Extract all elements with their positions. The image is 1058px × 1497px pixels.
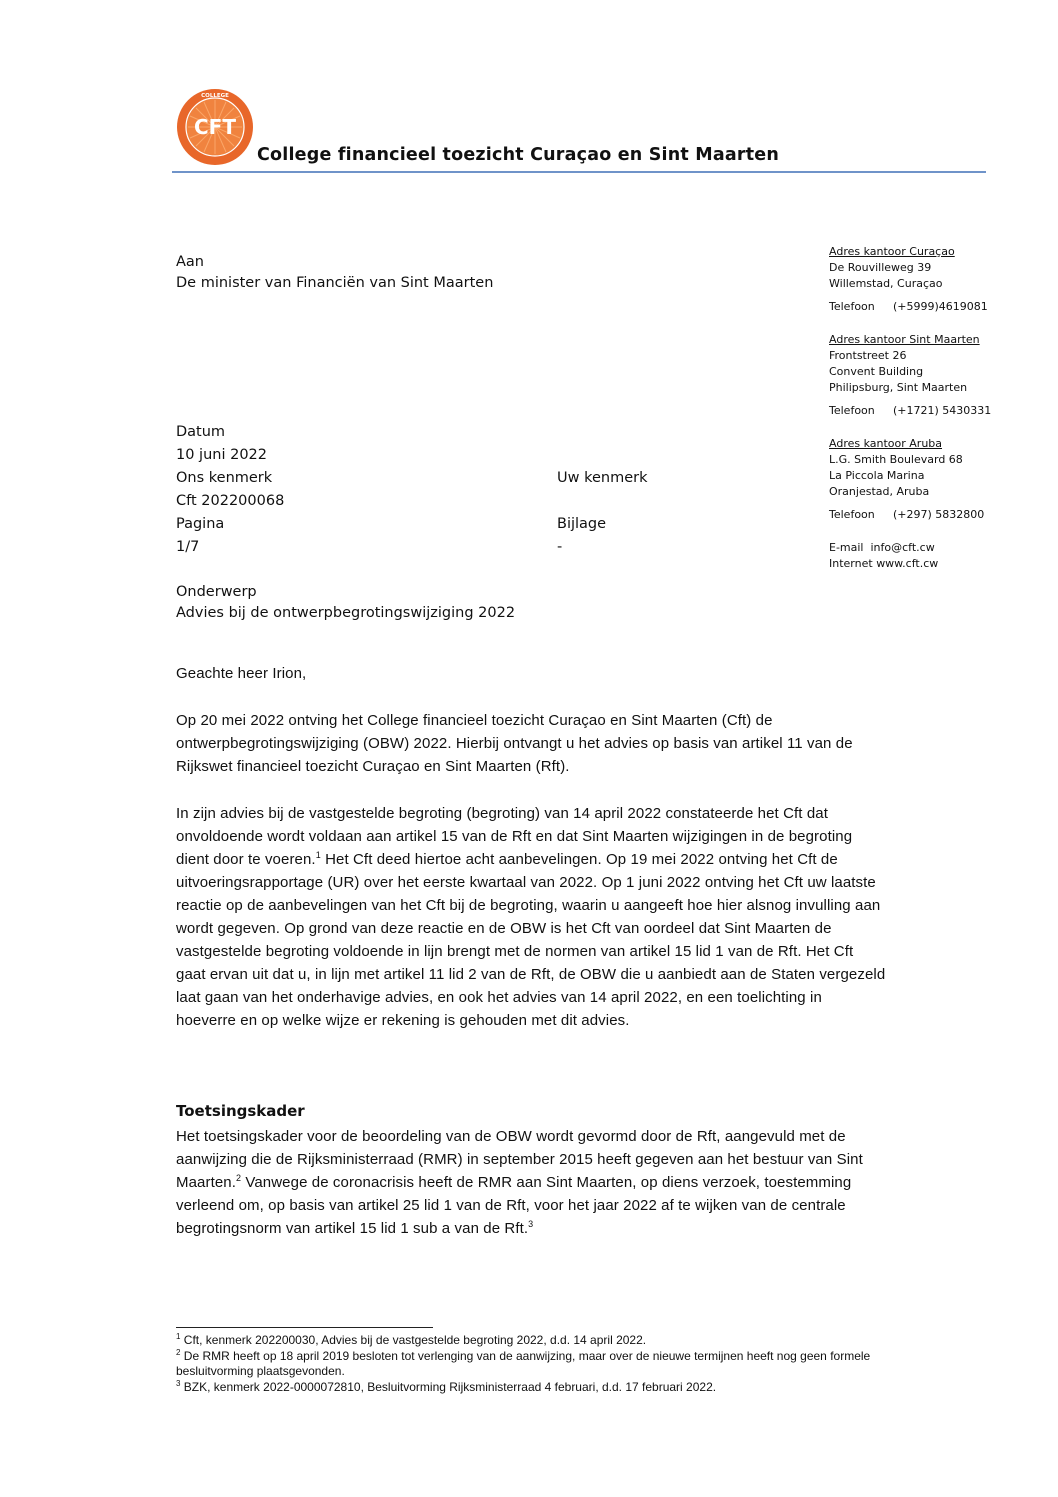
- email-row: [829, 540, 991, 556]
- paragraph-framework: [176, 1125, 886, 1240]
- office-phone: [829, 299, 991, 315]
- footnote-ref[interactable]: 1: [315, 850, 321, 860]
- footnote-number: 2: [176, 1347, 181, 1357]
- office-heading: Adres kantoor Aruba: [829, 437, 943, 450]
- section-heading-toetsingskader: Toetsingskader: [176, 1102, 305, 1120]
- office-phone: [829, 403, 991, 419]
- office-address-line: Philipsburg, Sint Maarten: [829, 381, 968, 394]
- office-address-line: Oranjestad, Aruba: [829, 485, 930, 498]
- phone-number: (+1721) 5430331: [893, 404, 992, 417]
- subject-label: Onderwerp: [176, 584, 257, 600]
- footnote-ref[interactable]: 2: [236, 1173, 242, 1183]
- footnote: [176, 1349, 876, 1380]
- website-link[interactable]: www.cft.cw: [876, 557, 939, 570]
- office-sint-maarten: [829, 332, 991, 419]
- office-address-line: Willemstad, Curaçao: [829, 277, 943, 290]
- letter-meta-left: [176, 421, 284, 559]
- office-phone: [829, 507, 991, 523]
- paragraph-text: Het Cft deed hiertoe acht aanbevelingen. Op 19 mei 2022 ontving het Cft de uitvoeringsrapportage (UR) over het eerste kwartaal van 2022. Op 1 juni 2022 ontving het Cft uw laatste reactie op de aanbevelingen van het Cft bij de begroting, waarin u aangeeft hoe hier alsnog invulling aan wordt gegeven. Op grond van deze reactie en de OBW is het Cft van oordeel dat Sint Maarten de vastgestelde begroting voldoende in lijn brengt met de normen van artikel 15 lid 1 van de Rft. Het Cft gaat ervan uit dat u, in lijn met artikel 11 lid 2 van de Rft, de OBW die u aanbiedt aan de Staten vergezeld laat gaan van het onderhavige advies, en ook het advies van 14 april 2022, en een toelichting in hoeverre en op welke wijze er rekening is gehouden met dit advies.: [176, 851, 886, 1029]
- attachment-value: -: [557, 539, 563, 555]
- phone-label: Telefoon: [829, 508, 875, 521]
- footnote-ref[interactable]: 3: [528, 1219, 534, 1229]
- recipient-block: [176, 252, 493, 294]
- footnote: [176, 1333, 876, 1349]
- recipient-name: De minister van Financiën van Sint Maarten: [176, 275, 494, 291]
- office-curacao: [829, 244, 991, 315]
- email-link[interactable]: info@cft.cw: [870, 541, 935, 554]
- cft-logo: [176, 88, 254, 166]
- header-divider: [172, 171, 986, 173]
- subject-value: Advies bij de ontwerpbegrotingswijziging 2022: [176, 605, 516, 621]
- phone-number: (+297) 5832800: [893, 508, 985, 521]
- your-reference-value: [557, 490, 647, 513]
- logo-monogram: CFT: [194, 115, 236, 139]
- footnote-divider: [176, 1327, 433, 1328]
- logo-ring-text-top: COLLEGE: [201, 93, 229, 99]
- footnote-number: 3: [176, 1378, 181, 1388]
- our-reference-value: Cft 202200068: [176, 493, 285, 509]
- website-row: [829, 556, 991, 572]
- paragraph-text: Vanwege de coronacrisis heeft de RMR aan Sint Maarten, op diens verzoek, toestemming verleend om, op basis van artikel 25 lid 1 van de Rft, voor het jaar 2022 af te wijken van de centrale begrotingsnorm van artikel 15 lid 1 sub a van de Rft.: [176, 1174, 852, 1237]
- page-value: 1/7: [176, 539, 200, 555]
- cft-seal-logo-icon: [176, 88, 254, 166]
- footnote-text: BZK, kenmerk 2022-0000072810, Besluitvorming Rijksministerraad 4 februari, d.d. 17 februari 2022.: [180, 1379, 717, 1394]
- phone-number: (+5999)4619081: [893, 300, 988, 313]
- letter-meta-right: [557, 467, 647, 559]
- paragraph-text: Het toetsingskader voor de beoordeling van de OBW wordt gevormd door de Rft, aangevuld met de aanwijzing die de Rijksministerraad (RMR) in september 2015 heeft gegeven aan het bestuur van Sint Maarten.: [176, 1128, 863, 1191]
- phone-label: Telefoon: [829, 404, 875, 417]
- office-heading: Adres kantoor Sint Maarten: [829, 333, 980, 346]
- office-heading: Adres kantoor Curaçao: [829, 245, 955, 258]
- date-label: Datum: [176, 424, 226, 440]
- office-address-line: Frontstreet 26: [829, 349, 907, 362]
- your-reference-label: Uw kenmerk: [557, 470, 648, 486]
- office-address-line: L.G. Smith Boulevard 68: [829, 453, 963, 466]
- footnote-text: Cft, kenmerk 202200030, Advies bij de vastgestelde begroting 2022, d.d. 14 april 2022.: [180, 1333, 647, 1347]
- attachment-label: Bijlage: [557, 516, 607, 532]
- email-label: E-mail: [829, 541, 864, 554]
- office-aruba: [829, 436, 991, 523]
- phone-label: Telefoon: [829, 300, 875, 313]
- footnote-text: De RMR heeft op 18 april 2019 besloten tot verlenging van de aanwijzing, maar over de nieuwe termijnen heeft nog geen formele besluitvorming plaatsgevonden.: [176, 1348, 871, 1378]
- office-address-line: Convent Building: [829, 365, 924, 378]
- contact-sidebar: [829, 244, 991, 572]
- page-label: Pagina: [176, 516, 225, 532]
- subject-block: [176, 582, 515, 624]
- organization-title: College financieel toezicht Curaçao en Sint Maarten: [257, 145, 780, 165]
- footnote: [176, 1380, 876, 1396]
- footnotes: [176, 1333, 876, 1395]
- website-label: Internet: [829, 557, 873, 570]
- footnote-number: 1: [176, 1332, 181, 1341]
- office-address-line: La Piccola Marina: [829, 469, 925, 482]
- paragraph-intro: Op 20 mei 2022 ontving het College financieel toezicht Curaçao en Sint Maarten (Cft) de ontwerpbegrotingswijziging (OBW) 2022. Hierbij ontvangt u het advies op basis van artikel 11 van de Rijkswet financieel toezicht Curaçao en Sint Maarten (Rft).: [176, 712, 853, 775]
- salutation: Geachte heer Irion,: [176, 665, 307, 682]
- office-address-line: De Rouvilleweg 39: [829, 261, 932, 274]
- our-reference-label: Ons kenmerk: [176, 470, 273, 486]
- paragraph-assessment: [176, 802, 886, 1032]
- recipient-label: Aan: [176, 254, 204, 270]
- paragraph-text: In zijn advies bij de vastgestelde begroting (begroting) van 14 april 2022 constateerde het Cft dat onvoldoende wordt voldaan aan artikel 15 van de Rft en dat Sint Maarten wijzigingen in de begroting dient door te voeren.: [176, 805, 853, 868]
- date-value: 10 juni 2022: [176, 447, 268, 463]
